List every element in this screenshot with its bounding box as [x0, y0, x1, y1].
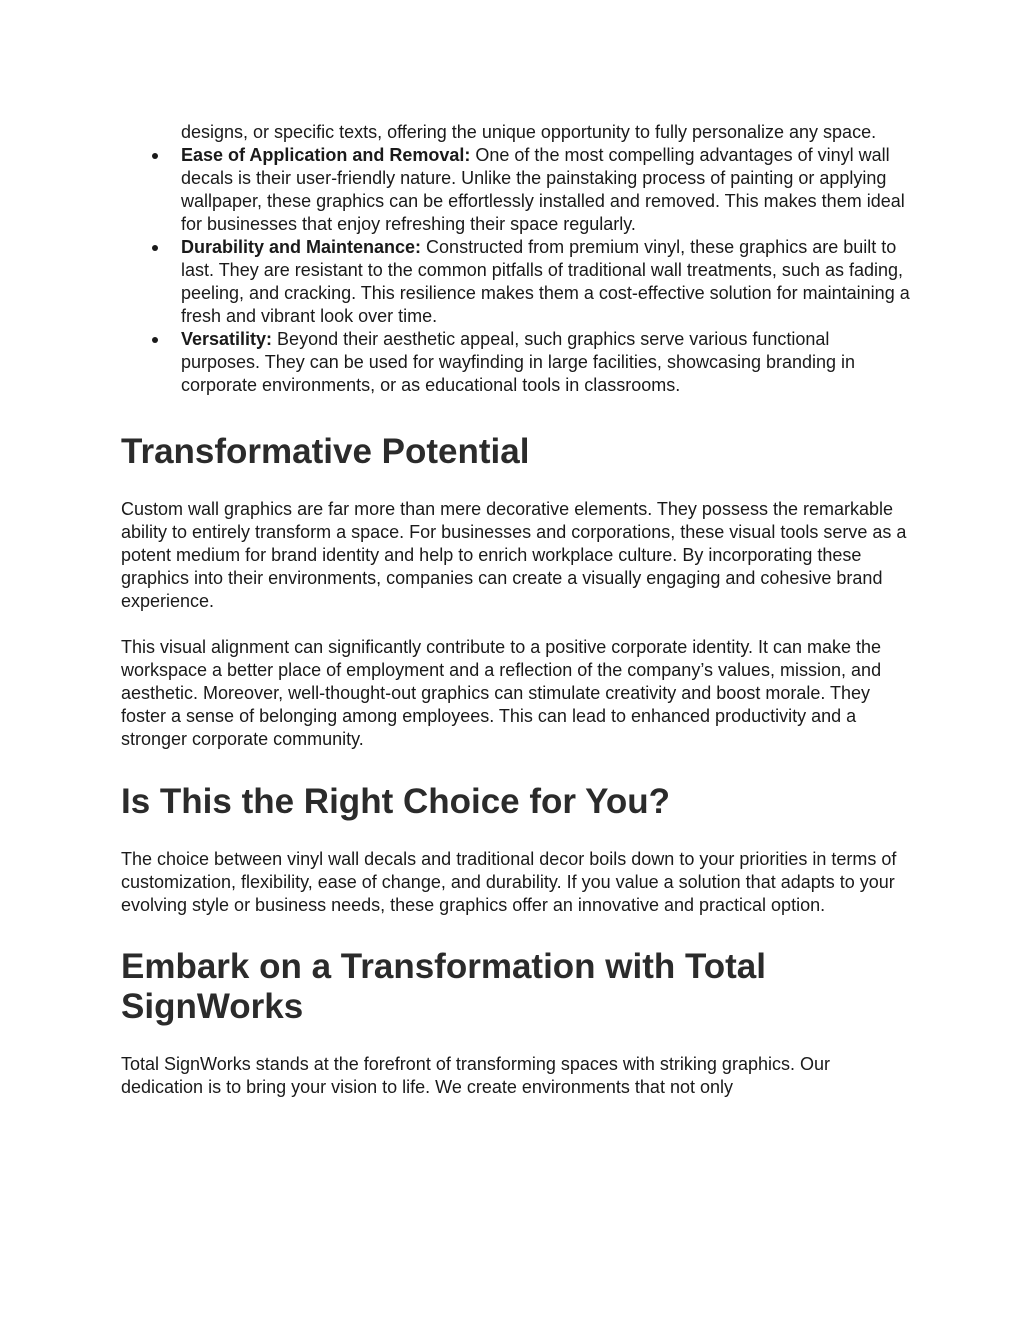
page-content	[121, 121, 911, 1099]
benefit-title: Durability and Maintenance:	[181, 237, 422, 257]
benefit-text: One of the most compelling advantages of vinyl wall decals is their user-friendly nature. Unlike the painstaking process of painting or applying wallpaper, these graphics can be effortlessly installed and removed. This makes them ideal for businesses that enjoy refreshing their space regularly.	[181, 145, 905, 234]
benefit-title: Ease of Application and Removal:	[181, 145, 471, 165]
section-heading-right-choice: Is This the Right Choice for You?	[121, 782, 670, 821]
section-heading-transformative-potential: Transformative Potential	[121, 432, 530, 471]
paragraph: This visual alignment can significantly contribute to a positive corporate identity. It can make the workspace a better place of employment and a reflection of the company’s values, mission, and aesthetic. Moreover, well-thought-out graphics can stimulate creativity and boost morale. They foster a sense of belonging among employees. This can lead to enhanced productivity and a stronger corporate community.	[121, 637, 882, 749]
benefit-text: Constructed from premium vinyl, these graphics are built to last. They are resistant to the common pitfalls of traditional wall treatments, such as fading, peeling, and cracking. This resilience makes them a cost-effective solution for maintaining a fresh and vibrant look over time.	[181, 237, 910, 326]
benefits-list	[121, 144, 911, 397]
intro-continuation-text: designs, or specific texts, offering the unique opportunity to fully personalize any space.	[181, 122, 877, 142]
paragraph: The choice between vinyl wall decals and traditional decor boils down to your priorities in terms of customization, flexibility, ease of change, and durability. If you value a solution that adapts to your evolving style or business needs, these graphics offer an innovative and practical option.	[121, 849, 897, 915]
list-item	[121, 328, 911, 397]
benefit-text: Beyond their aesthetic appeal, such graphics serve various functional purposes. They can be used for wayfinding in large facilities, showcasing branding in corporate environments, or as educational tools in classrooms.	[181, 329, 856, 395]
list-item	[121, 144, 911, 236]
list-item	[121, 236, 911, 328]
paragraph: Custom wall graphics are far more than mere decorative elements. They possess the remarkable ability to entirely transform a space. For businesses and corporations, these visual tools serve as a potent medium for brand identity and help to enrich workplace culture. By incorporating these graphics into their environments, companies can create a visually engaging and cohesive brand experience.	[121, 499, 907, 611]
bullet-icon	[152, 337, 158, 343]
bullet-icon	[152, 245, 158, 251]
benefit-title: Versatility:	[181, 329, 273, 349]
bullet-icon	[152, 153, 158, 159]
paragraph: Total SignWorks stands at the forefront of transforming spaces with striking graphics. Our dedication is to bring your vision to life. We create environments that not only	[121, 1054, 830, 1097]
section-heading-embark-transformation: Embark on a Transformation with Total SignWorks	[121, 947, 766, 1026]
